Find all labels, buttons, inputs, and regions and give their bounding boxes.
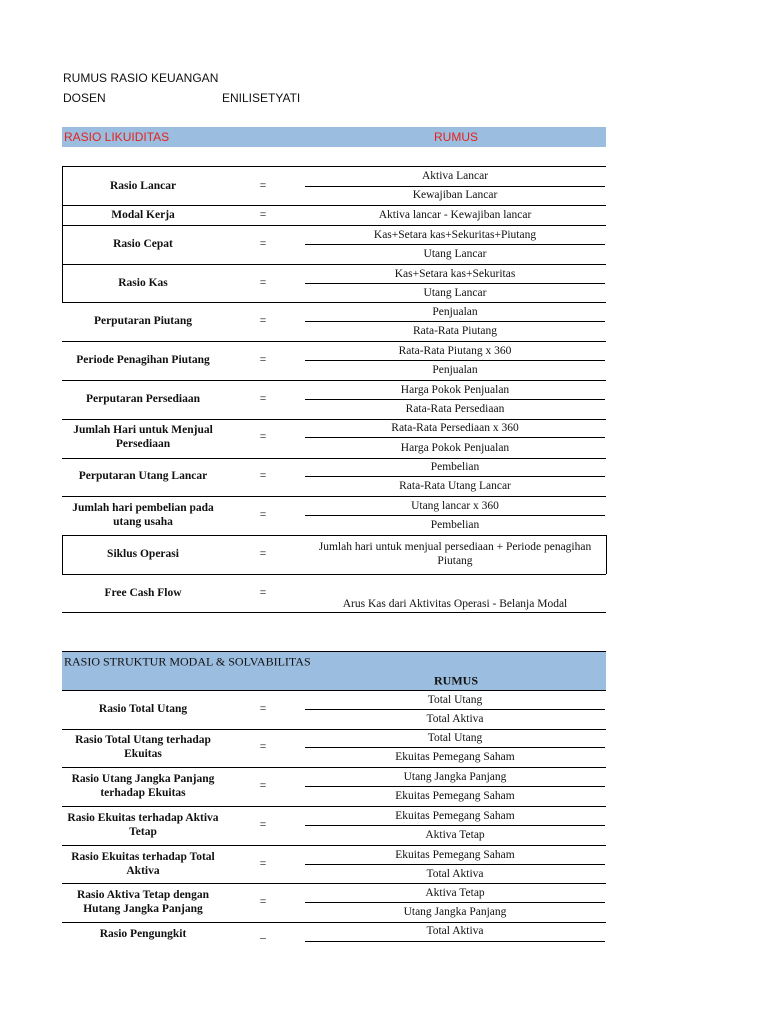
equals-sign: = bbox=[259, 354, 267, 366]
formula-numerator: Rata-Rata Piutang x 360 bbox=[398, 344, 512, 357]
equals-sign: = bbox=[259, 819, 267, 831]
formula-denominator: Harga Pokok Penjualan bbox=[400, 441, 510, 454]
fraction-line bbox=[305, 709, 605, 710]
equals-sign: = bbox=[259, 277, 267, 289]
equals-sign: = bbox=[259, 780, 267, 792]
solvabilitas-subheader-bar bbox=[62, 671, 606, 690]
formula-text: Jumlah hari untuk menjual persediaan + Periode penagihan Piutang bbox=[318, 541, 592, 567]
formula-numerator: Utang Jangka Panjang bbox=[403, 770, 507, 783]
ratio-label: Rasio Cepat bbox=[113, 238, 173, 250]
dosen-label: DOSEN bbox=[63, 91, 106, 105]
formula-numerator: Rata-Rata Persediaan x 360 bbox=[391, 422, 519, 434]
fraction-line bbox=[305, 244, 605, 245]
fraction-line bbox=[305, 399, 605, 400]
equals-sign: = bbox=[259, 470, 267, 482]
fraction-line bbox=[305, 786, 605, 787]
formula-denominator: Rata-Rata Utang Lancar bbox=[399, 480, 511, 492]
fraction-line bbox=[305, 321, 605, 322]
formula-numerator: Penjualan bbox=[432, 305, 478, 318]
formula-denominator: Rata-Rata Persediaan bbox=[405, 403, 505, 415]
ratio-label: Rasio Kas bbox=[118, 277, 168, 289]
formula-numerator: Harga Pokok Penjualan bbox=[400, 383, 510, 396]
equals-sign: = bbox=[259, 858, 267, 870]
formula-text: Arus Kas dari Aktivitas Operasi - Belanja Modal bbox=[342, 598, 568, 610]
solvabilitas-heading: RASIO STRUKTUR MODAL & SOLVABILITAS bbox=[64, 654, 311, 669]
ratio-label: Jumlah hari pembelian pada utang usaha bbox=[72, 502, 214, 528]
fraction-line bbox=[305, 864, 605, 865]
ratio-label: Rasio Utang Jangka Panjang terhadap Ekuitas bbox=[71, 773, 215, 799]
row-border bbox=[62, 612, 606, 613]
ratio-label: Jumlah Hari untuk Menjual Persediaan bbox=[73, 424, 213, 450]
formula-numerator: Kas+Setara kas+Sekuritas bbox=[394, 267, 516, 280]
row-border bbox=[62, 767, 606, 768]
formula-denominator: Ekuitas Pemegang Saham bbox=[395, 790, 515, 802]
formula-denominator: Utang Lancar bbox=[423, 248, 487, 260]
equals-sign: _ bbox=[260, 928, 266, 940]
equals-sign: = bbox=[259, 393, 267, 405]
row-border bbox=[62, 264, 606, 265]
dosen-name: ENILISETYATI bbox=[222, 91, 301, 105]
formula-numerator: Aktiva Lancar bbox=[421, 169, 489, 182]
equals-sign: = bbox=[259, 896, 267, 908]
row-border bbox=[62, 922, 606, 923]
table-border bbox=[606, 535, 607, 574]
formula-denominator: Total Aktiva bbox=[426, 713, 484, 725]
fraction-line bbox=[305, 186, 605, 187]
equals-sign: = bbox=[259, 587, 267, 599]
equals-sign: = bbox=[259, 431, 267, 443]
formula-numerator: Total Utang bbox=[427, 693, 483, 706]
equals-sign: = bbox=[259, 209, 267, 221]
ratio-label: Perputaran Piutang bbox=[93, 315, 193, 327]
formula-numerator: Total Aktiva bbox=[426, 925, 484, 937]
formula-numerator: Ekuitas Pemegang Saham bbox=[395, 848, 515, 861]
equals-sign: = bbox=[259, 548, 267, 560]
solvabilitas-rumus-heading: RUMUS bbox=[434, 673, 478, 687]
formula-denominator: Penjualan bbox=[432, 364, 478, 376]
formula-numerator: Total Utang bbox=[427, 732, 483, 744]
solvabilitas-header-bar bbox=[62, 651, 606, 672]
equals-sign: = bbox=[259, 741, 267, 753]
formula-numerator: Aktiva Tetap bbox=[425, 886, 485, 899]
ratio-label: Free Cash Flow bbox=[104, 587, 182, 599]
ratio-label: Periode Penagihan Piutang bbox=[76, 354, 210, 366]
row-border bbox=[62, 419, 606, 420]
formula-denominator: Total Aktiva bbox=[426, 867, 484, 880]
formula-numerator: Ekuitas Pemegang Saham bbox=[395, 809, 515, 822]
fraction-line bbox=[305, 941, 605, 942]
fraction-line bbox=[305, 515, 605, 516]
row-border bbox=[62, 574, 606, 575]
ratio-label: Perputaran Persediaan bbox=[85, 393, 201, 405]
ratio-label: Rasio Total Utang bbox=[98, 703, 188, 715]
row-border bbox=[62, 690, 606, 691]
row-border bbox=[62, 341, 606, 342]
row-border bbox=[62, 205, 606, 206]
table-border bbox=[62, 166, 63, 302]
equals-sign: = bbox=[259, 179, 267, 192]
formula-denominator: Ekuitas Pemegang Saham bbox=[395, 751, 515, 763]
table-border bbox=[62, 535, 63, 574]
formula-text: Aktiva lancar - Kewajiban lancar bbox=[378, 209, 532, 221]
document-title: RUMUS RASIO KEUANGAN bbox=[63, 71, 219, 85]
formula-denominator: Rata-Rata Piutang bbox=[413, 325, 497, 337]
row-border bbox=[62, 535, 606, 536]
formula-denominator: Kewajiban Lancar bbox=[412, 189, 498, 202]
equals-sign: = bbox=[259, 509, 267, 521]
formula-denominator: Utang Jangka Panjang bbox=[403, 906, 507, 918]
row-border bbox=[62, 845, 606, 846]
fraction-line bbox=[305, 283, 605, 284]
formula-denominator: Aktiva Tetap bbox=[425, 829, 485, 841]
row-border bbox=[62, 225, 606, 226]
ratio-label: Modal Kerja bbox=[111, 209, 175, 221]
ratio-label: Rasio Total Utang terhadap Ekuitas bbox=[75, 734, 211, 760]
ratio-label: Perputaran Utang Lancar bbox=[78, 470, 208, 482]
fraction-line bbox=[305, 476, 605, 477]
row-border bbox=[62, 729, 606, 730]
ratio-label: Siklus Operasi bbox=[107, 548, 179, 560]
formula-numerator: Utang lancar x 360 bbox=[411, 499, 499, 512]
equals-sign: = bbox=[259, 315, 267, 327]
ratio-label: Rasio Pengungkit bbox=[99, 928, 187, 940]
row-border bbox=[62, 883, 606, 884]
fraction-line bbox=[305, 902, 605, 903]
formula-numerator: Pembelian bbox=[430, 461, 480, 473]
likuiditas-rumus-heading: RUMUS bbox=[434, 130, 478, 144]
formula-numerator: Kas+Setara kas+Sekuritas+Piutang bbox=[373, 228, 537, 241]
row-border bbox=[62, 380, 606, 381]
row-border bbox=[62, 806, 606, 807]
fraction-line bbox=[305, 747, 605, 748]
ratio-label: Rasio Aktiva Tetap dengan Hutang Jangka Panjang bbox=[77, 889, 209, 915]
likuiditas-heading: RASIO LIKUIDITAS bbox=[64, 130, 170, 144]
formula-denominator: Pembelian bbox=[430, 519, 480, 531]
likuiditas-header-bar bbox=[62, 127, 606, 147]
row-border bbox=[62, 302, 606, 303]
fraction-line bbox=[305, 825, 605, 826]
row-border bbox=[62, 458, 606, 459]
fraction-line bbox=[305, 360, 605, 361]
equals-sign: = bbox=[259, 238, 267, 250]
row-border bbox=[62, 166, 606, 167]
row-border bbox=[62, 496, 606, 497]
ratio-label: Rasio Lancar bbox=[109, 179, 177, 192]
formula-denominator: Utang Lancar bbox=[423, 286, 487, 299]
ratio-label: Rasio Ekuitas terhadap Total Aktiva bbox=[71, 851, 215, 877]
equals-sign: = bbox=[259, 703, 267, 715]
ratio-label: Rasio Ekuitas terhadap Aktiva Tetap bbox=[67, 812, 219, 838]
fraction-line bbox=[305, 437, 605, 438]
